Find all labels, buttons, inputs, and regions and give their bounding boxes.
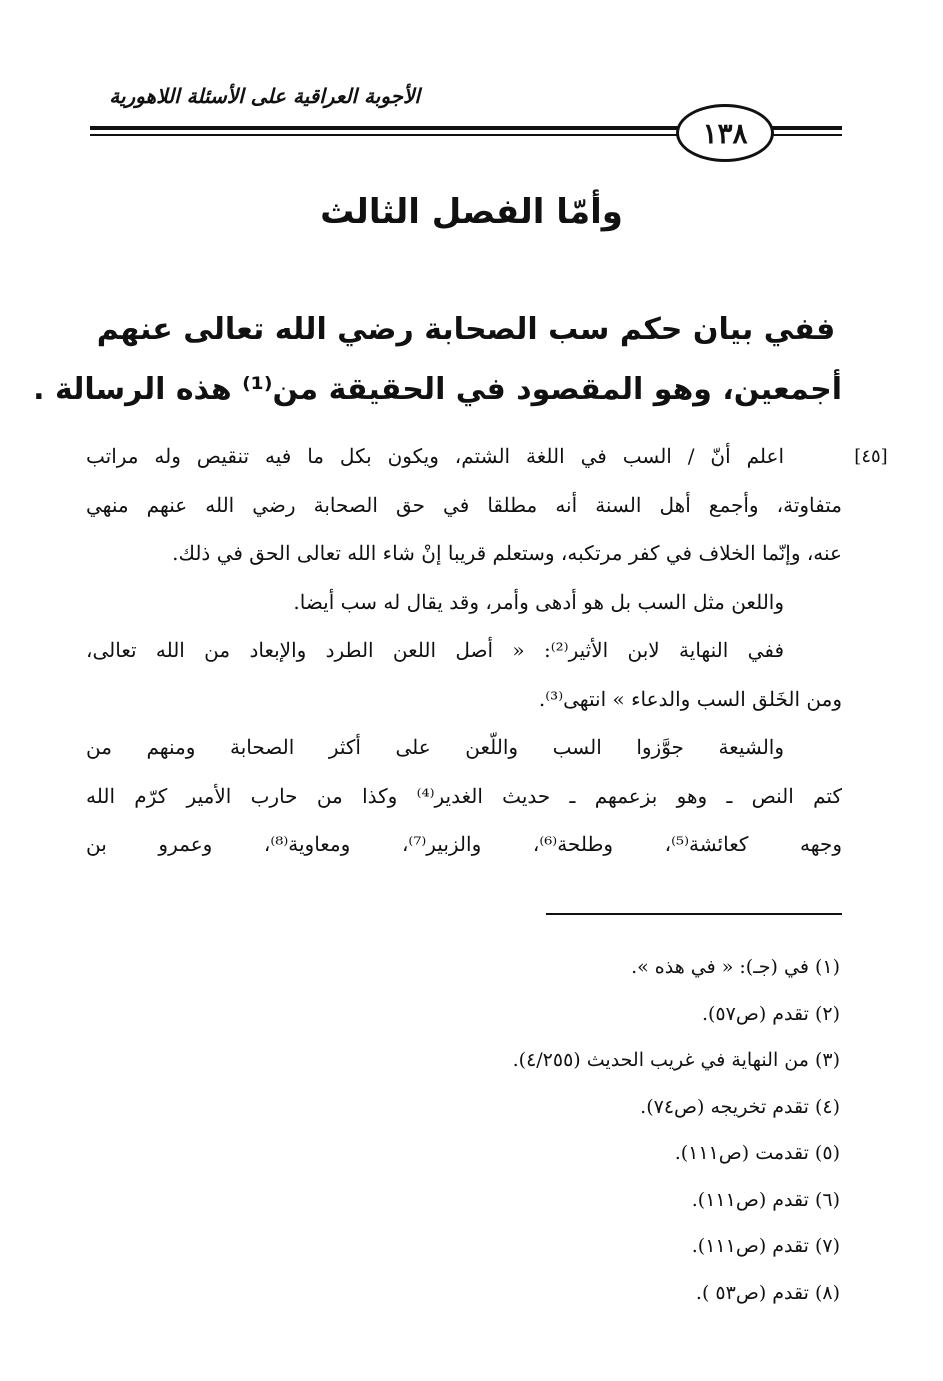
footnote: (٤) تقدم تخريجه (ص٧٤).: [640, 1095, 840, 1118]
chapter-subtitle: [33, 300, 842, 420]
footnote: (٨) تقدم (ص٥٣ ).: [695, 1281, 840, 1304]
body-line: كتم النص ـ وهو بزعمهم ـ حديث الغدير⁽⁴⁾ وكذا من حارب الأمير كرّم الله: [86, 783, 842, 808]
subtitle-line: أجمعين، وهو المقصود في الحقيقة من⁽¹⁾ هذه الرسالة .: [33, 372, 842, 407]
body-line: ففي النهاية لابن الأثير⁽²⁾: « أصل اللعن الطرد والإبعاد من الله تعالى،: [86, 638, 784, 662]
body-line: واللعن مثل السب بل هو أدهى وأمر، وقد يقال له سب أيضا.: [293, 589, 784, 614]
body-line: متفاوتة، وأجمع أهل السنة أنه مطلقا في حق الصحابة رضي الله عنهم منهي: [86, 492, 842, 517]
footnote: (٢) تقدم (ص٥٧).: [701, 1002, 840, 1025]
header-rule: [90, 134, 688, 136]
body-line: وجهه كعائشة⁽⁵⁾، وطلحة⁽⁶⁾، والزبير⁽⁷⁾، ومعاوية⁽⁸⁾، وعمرو بن: [86, 832, 842, 856]
subtitle-line: ففي بيان حكم سب الصحابة رضي الله تعالى عنهم: [96, 312, 836, 347]
page-number: ١٣٨: [702, 116, 748, 150]
footnote: (٦) تقدم (ص١١١).: [691, 1188, 840, 1211]
footnote: (٣) من النهاية في غريب الحديث (٤/٢٥٥).: [512, 1049, 840, 1071]
footnote: (٧) تقدم (ص١١١).: [691, 1235, 840, 1257]
running-title: الأجوبة العراقية على الأسئلة اللاهورية: [109, 84, 420, 108]
chapter-title: وأمّا الفصل الثالث: [320, 192, 623, 232]
footnote: (١) في (جـ): « في هذه ».: [631, 956, 840, 978]
body-line: والشيعة جوَّزوا السب واللّعن على أكثر الصحابة ومنهم من: [86, 735, 784, 759]
body-line: عنه، وإنّما الخلاف في كفر مرتكبه، وستعلم قريبا إنْ شاء الله تعالى الحق في ذلك.: [172, 541, 842, 565]
header-rule: [90, 126, 688, 130]
body-line: ومن الخَلق السب والدعاء » انتهى⁽³⁾.: [538, 686, 842, 711]
body-line: اعلم أنّ / السب في اللغة الشتم، ويكون بكل ما فيه تنقيص وله مراتب: [86, 444, 784, 468]
footnote: (٥) تقدمت (ص١١١).: [674, 1142, 840, 1164]
footnote-separator: [546, 913, 842, 915]
footnotes: [300, 944, 840, 1316]
body-text: [86, 432, 842, 869]
manuscript-folio-marker: [٤٥]: [854, 446, 888, 467]
page-number-badge: [676, 104, 774, 162]
